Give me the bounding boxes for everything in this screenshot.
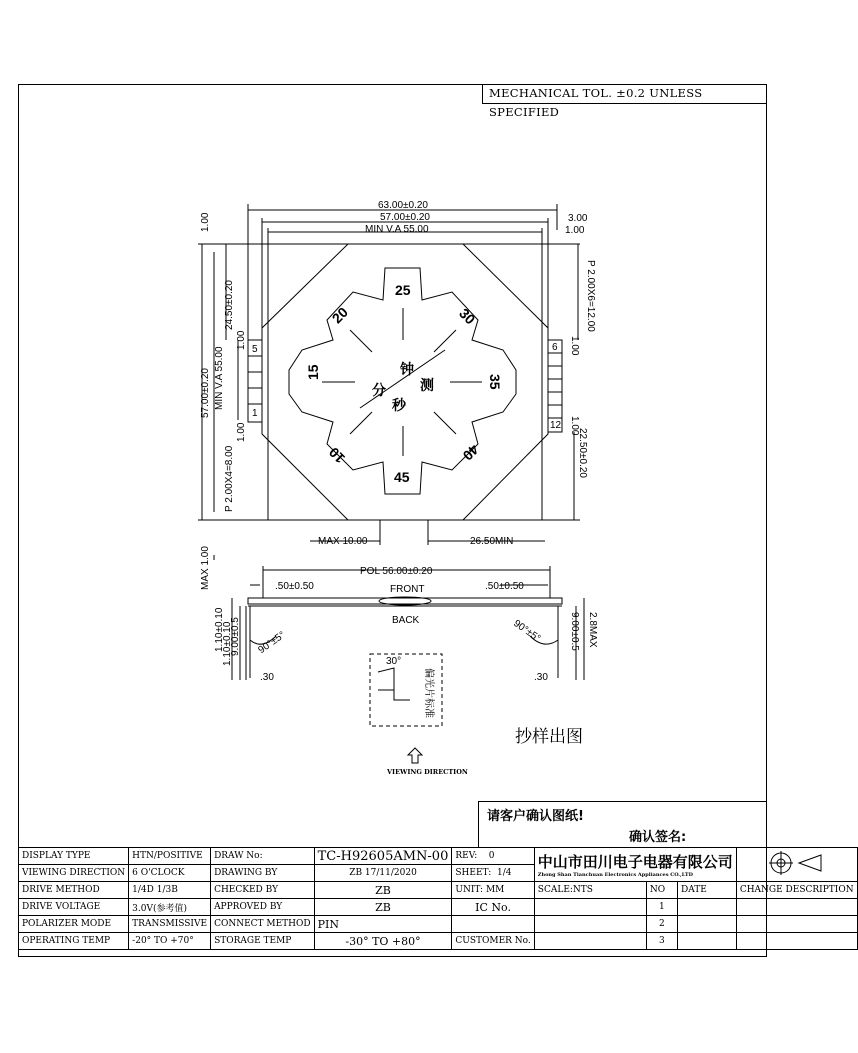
dial-45: 45 — [394, 469, 410, 485]
connect-value: PIN — [314, 916, 452, 933]
dim-50r: .50±0.50 — [485, 581, 524, 592]
company-cell — [534, 848, 736, 882]
pin-6: 6 — [552, 342, 558, 353]
dial-30: 30 — [456, 305, 479, 328]
op-temp-value: -20° TO +70° — [129, 933, 211, 950]
date-header: DATE — [677, 882, 736, 899]
dial-35: 35 — [487, 374, 503, 390]
dim-57w: 57.00±0.20 — [380, 212, 430, 223]
storage-value: -30° TO +80° — [314, 933, 452, 950]
rev-cell — [452, 848, 534, 865]
gear-outline — [289, 268, 516, 494]
display-type-value: HTN/POSITIVE — [129, 848, 211, 865]
projection-icon — [767, 849, 827, 877]
dim-max10: MAX 10.00 — [318, 536, 368, 547]
right-pins — [548, 340, 562, 432]
dim-p12: P 2.00X6=12.00 — [585, 260, 596, 332]
drive-method-value: 1/4D 1/3B — [129, 882, 211, 899]
side-view-glass — [248, 598, 562, 604]
viewing-value: 6 O'CLOCK — [129, 865, 211, 882]
dim-110a: 1.10±0.10 — [214, 607, 225, 652]
draw-no-value: TC-H92605AMN-00 — [314, 848, 452, 865]
rev-label: REV: — [455, 851, 478, 861]
dim-1l2: 1.00 — [236, 422, 247, 442]
dim-110b: 1.10±0.10 — [222, 621, 233, 666]
dim-max1: MAX 1.00 — [200, 546, 211, 590]
dim-57h: 57.00±0.20 — [200, 368, 211, 418]
dim-1r1: 1.00 — [569, 336, 580, 356]
tolerance-note: MECHANICAL TOL. ±0.2 UNLESS SPECIFIED — [482, 84, 767, 104]
approved-label: APPROVED BY — [211, 899, 315, 916]
approved-value: ZB — [314, 899, 452, 916]
storage-label: STORAGE TEMP — [211, 933, 315, 950]
polarizer-label: POLARIZER MODE — [19, 916, 129, 933]
title-block — [18, 847, 858, 950]
no-header: NO — [646, 882, 677, 899]
drive-voltage-label: DRIVE VOLTAGE — [19, 899, 129, 916]
dial-40: 40 — [459, 441, 483, 464]
pin-1: 1 — [252, 408, 258, 419]
dial-25: 25 — [395, 282, 411, 298]
dim-1tl: 1.00 — [200, 212, 211, 232]
pin-12: 12 — [550, 420, 562, 431]
dim-1l1: 1.00 — [236, 330, 247, 350]
drive-method-label: DRIVE METHOD — [19, 882, 129, 899]
dim-30l: .30 — [260, 672, 274, 683]
drawing-by-value: ZB 17/11/2020 — [314, 865, 452, 882]
viewing-direction-label: VIEWING DIRECTION — [387, 768, 468, 776]
checked-value: ZB — [314, 882, 452, 899]
company-name-en: Zhong Shan Tianchuan Electronics Appliances CO.,LTD — [537, 872, 693, 878]
sheet-value: 1/4 — [496, 868, 512, 878]
label-front: FRONT — [390, 584, 425, 595]
dial-15: 15 — [305, 364, 321, 380]
glyph-miao: 秒 — [392, 397, 406, 413]
dim-30deg: 30° — [386, 656, 402, 667]
checked-label: CHECKED BY — [211, 882, 315, 899]
display-type-label: DISPLAY TYPE — [19, 848, 129, 865]
dim-pol: POL 56.00±0.20 — [360, 566, 433, 577]
dim-63: 63.00±0.20 — [378, 200, 428, 211]
dim-1tr: 1.00 — [565, 225, 585, 236]
viewing-direction-arrow — [408, 748, 422, 763]
dim-30r: .30 — [534, 672, 548, 683]
projection-symbol-cell — [736, 848, 857, 882]
viewing-label: VIEWING DIRECTION — [19, 865, 129, 882]
rev-value: 0 — [488, 851, 495, 861]
dim-vah: MIN V.A 55.00 — [214, 346, 225, 410]
dial-10: 10 — [325, 444, 349, 467]
dim-1r2: 1.00 — [569, 416, 580, 436]
rev-row-3: 3 — [646, 933, 677, 950]
glyph-ce: 测 — [420, 377, 434, 393]
dim-2650: 26.50MIN — [470, 536, 514, 547]
unit: UNIT: MM — [452, 882, 534, 899]
glyph-fen: 分 — [372, 382, 386, 398]
sheet-cell — [452, 865, 534, 882]
drive-voltage-value: 3.0V(参考值) — [129, 899, 211, 916]
dim-2450: 24.50±0.20 — [224, 280, 235, 330]
polarizer-value: TRANSMISSIVE — [129, 916, 211, 933]
company-name-cn: 中山市田川电子电器有限公司 — [537, 853, 733, 871]
ic-no: IC No. — [452, 899, 534, 916]
angle-right: 90°±5° — [511, 618, 543, 645]
connect-label: CONNECT METHOD — [211, 916, 315, 933]
label-back: BACK — [392, 615, 420, 626]
rev-row-1: 1 — [646, 899, 677, 916]
dim-50l: .50±0.50 — [275, 581, 314, 592]
dim-2250: 22.50±0.20 — [577, 428, 588, 478]
draw-no-label: DRAW No: — [211, 848, 315, 865]
dim-28: 2.8MAX — [587, 612, 598, 648]
dial-20: 20 — [328, 303, 352, 327]
angle-left: 90°±5° — [256, 629, 288, 657]
change-header: CHANGE DESCRIPTION — [736, 882, 857, 899]
side-text: 偏光片标准 — [423, 668, 434, 718]
copy-drawing-note: 抄样出图 — [515, 727, 583, 747]
rev-row-2: 2 — [646, 916, 677, 933]
dim-900l: 9.00±0.5 — [230, 617, 241, 656]
customer-no: CUSTOMER No. — [452, 933, 534, 950]
glyph-zhong: 钟 — [400, 361, 414, 377]
pin-5: 5 — [252, 344, 258, 355]
confirm-title: 请客户确认图纸! — [487, 809, 584, 824]
sheet-label: SHEET: — [455, 868, 492, 878]
op-temp-label: OPERATING TEMP — [19, 933, 129, 950]
dim-p8: P 2.00X4=8.00 — [224, 445, 235, 512]
dim-3: 3.00 — [568, 213, 588, 224]
scale: SCALE:NTS — [534, 882, 646, 899]
drawing-by-label: DRAWING BY — [211, 865, 315, 882]
confirm-signature: 确认签名: — [629, 830, 687, 845]
dim-900r: 9.00±0.5 — [569, 612, 580, 651]
dim-va: MIN V.A 55.00 — [365, 224, 429, 235]
customer-confirm-box — [478, 801, 767, 847]
